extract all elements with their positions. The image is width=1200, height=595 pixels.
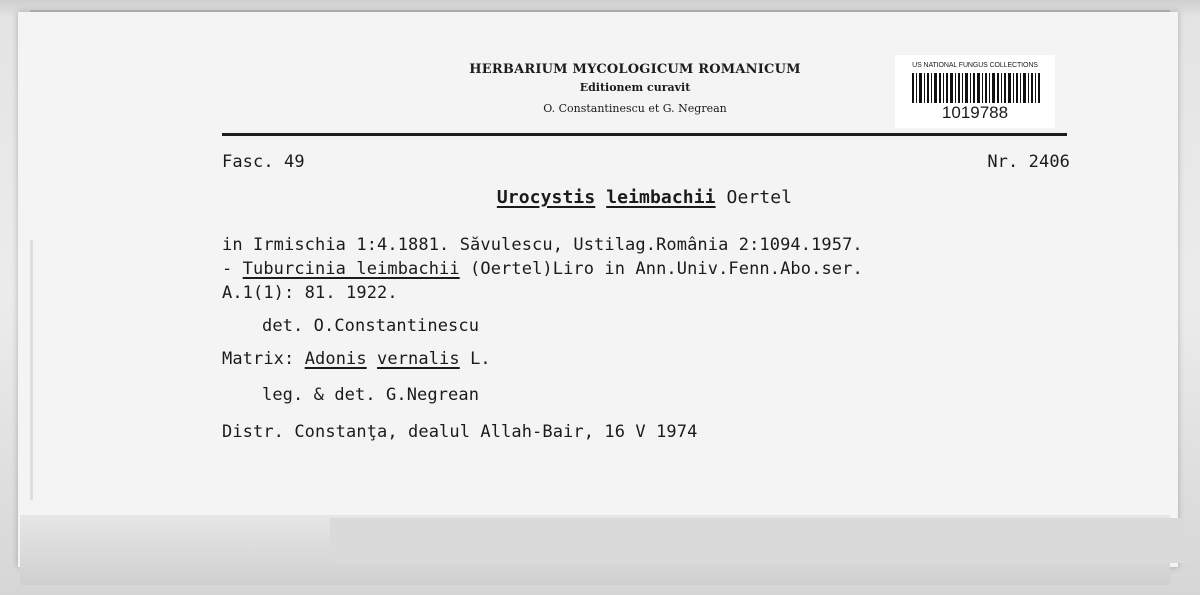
synonym-prefix: - — [222, 259, 243, 279]
specimen-number: Nr. 2406 — [987, 152, 1070, 172]
taxon-author: Oertel — [726, 187, 793, 208]
determiner-line: det. O.Constantinescu — [262, 316, 480, 336]
header-divider — [222, 133, 1067, 136]
editors-line: O. Constantinescu et G. Negrean — [543, 102, 727, 115]
taxon-name — [222, 187, 1067, 208]
barcode-icon — [912, 73, 1040, 103]
matrix-label: Matrix: — [222, 349, 305, 369]
barcode-caption: US NATIONAL FUNGUS COLLECTIONS — [912, 62, 1038, 69]
barcode-number: 1019788 — [941, 103, 1009, 122]
matrix-species: vernalis — [377, 349, 460, 369]
edition-line: Editionem curavit — [579, 81, 691, 94]
synonym-line — [222, 259, 863, 279]
locality-line: Distr. Constanţa, dealul Allah-Bair, 16 V 1974 — [222, 422, 698, 442]
taxon-epithet: leimbachii — [606, 187, 716, 208]
barcode-label — [895, 55, 1055, 128]
bottom-shadow-patch — [330, 518, 1190, 563]
card-left-edge — [30, 240, 33, 500]
label-header — [420, 60, 850, 122]
matrix-genus: Adonis — [304, 349, 367, 369]
taxon-genus: Urocystis — [496, 187, 596, 208]
reference-line-1: in Irmischia 1:4.1881. Săvulescu, Ustilag.România 2:1094.1957. — [222, 235, 863, 255]
synonym-reference: (Oertel)Liro in Ann.Univ.Fenn.Abo.ser. — [459, 259, 863, 279]
synonym-name: Tuburcinia leimbachii — [242, 259, 460, 279]
matrix-author: L. — [459, 349, 491, 369]
reference-line-3: A.1(1): 81. 1922. — [222, 283, 398, 303]
fascicle-number: Fasc. 49 — [222, 152, 305, 172]
herbarium-title: HERBARIUM MYCOLOGICUM ROMANICUM — [469, 62, 801, 77]
collector-line: leg. & det. G.Negrean — [262, 385, 480, 405]
matrix-line — [222, 349, 491, 369]
